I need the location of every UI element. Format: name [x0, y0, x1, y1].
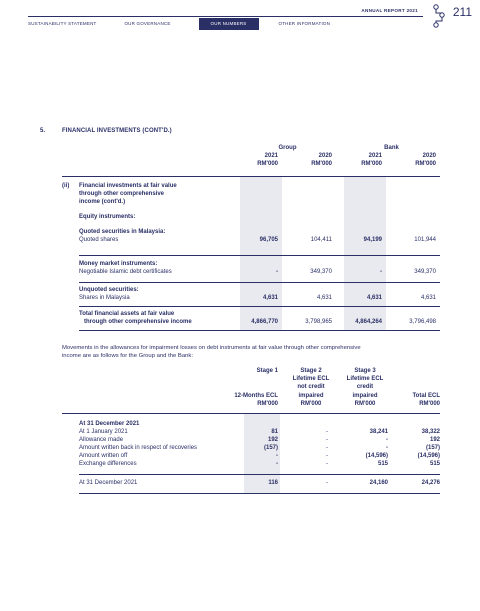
row1-total: 38,322 [421, 429, 440, 435]
money-market-heading: Money market instruments: [79, 261, 158, 267]
row2-stage3: - [386, 437, 388, 443]
item-title-line-1: Financial investments at fair value [79, 183, 177, 189]
circuit-logo-icon [432, 3, 446, 31]
stage3-header-4: impaired [352, 393, 378, 399]
row-label-4: Amount written off [79, 453, 128, 459]
movements-text-line-2: income are as follows for the Group and the Bank: [62, 353, 193, 359]
row1-stage3: 38,241 [369, 429, 388, 435]
money-market-label: Negotiable Islamic debt certificates [79, 269, 172, 275]
closing-stage2: - [326, 480, 328, 486]
closing-top-rule [79, 474, 440, 475]
table1-header-rule [62, 176, 440, 177]
mm-group-2021: - [276, 269, 278, 275]
unquoted-group-2020: 4,631 [316, 295, 332, 301]
equity-instruments-label: Equity instruments: [79, 214, 136, 220]
year-col-4: 2020 [422, 153, 436, 159]
closing-bottom-rule [79, 493, 440, 494]
nav-our-numbers[interactable]: OUR NUMBERS [199, 18, 259, 30]
report-title: ANNUAL REPORT 2021 [361, 8, 418, 13]
row-label-2: Allowance made [79, 437, 124, 443]
row3-stage3: - [386, 445, 388, 451]
row2-total: 192 [429, 437, 440, 443]
row2-stage2: - [326, 437, 328, 443]
unit-col-2: RM'000 [311, 161, 332, 167]
row1-stage1: 81 [271, 429, 278, 435]
total-bank-2021: 4,864,264 [355, 319, 382, 325]
stage3-header-5: RM'000 [354, 401, 376, 407]
total-label-line-2: through other comprehensive income [84, 319, 192, 325]
quoted-rule [79, 255, 440, 256]
quoted-shares-label: Quoted shares [79, 237, 119, 243]
stage2-header-3: not credit [297, 384, 325, 390]
stage2-header-2: Lifetime ECL [292, 376, 330, 382]
unquoted-bank-2020: 4,631 [420, 295, 436, 301]
nav-our-governance[interactable]: OUR GOVERNANCE [124, 21, 171, 26]
row5-stage3: 515 [377, 461, 388, 467]
quoted-group-2021: 96,705 [259, 237, 278, 243]
row4-stage2: - [326, 453, 328, 459]
year-col-1: 2021 [264, 153, 278, 159]
row4-total: (14,596) [417, 453, 440, 459]
total-group-2021: 4,866,770 [251, 319, 278, 325]
row5-stage2: - [326, 461, 328, 467]
quoted-heading: Quoted securities in Malaysia: [79, 229, 166, 235]
row3-total: (157) [425, 445, 440, 451]
mm-bank-2020: 349,370 [414, 269, 436, 275]
row-label-3: Amount written back in respect of recoveries [79, 445, 198, 451]
header-rule [28, 16, 423, 17]
stage3-header-3: credit [356, 384, 374, 390]
movements-text-line-1: Movements in the allowances for impairment losses on debt instruments at fair value through other comprehensive [62, 345, 361, 351]
section-title: FINANCIAL INVESTMENTS (CONT'D.) [62, 128, 172, 134]
stage2-header-4: impaired [298, 393, 324, 399]
quoted-bank-2020: 101,944 [414, 237, 436, 243]
stage3-header-1: Stage 3 [354, 368, 376, 374]
unit-col-4: RM'000 [415, 161, 436, 167]
stage2-header-1: Stage 2 [300, 368, 322, 374]
total-label-line-1: Total financial assets at fair value [79, 311, 175, 317]
group-header: Group [278, 145, 297, 151]
quoted-bank-2021: 94,199 [363, 237, 382, 243]
item-title-line-2: through other comprehensive [79, 191, 165, 197]
total-bank-2020: 3,796,498 [409, 319, 436, 325]
row-label-5: Exchange differences [79, 461, 137, 467]
unquoted-group-2021: 4,631 [262, 295, 278, 301]
stage1-header-2: 12-Months ECL [234, 393, 278, 399]
closing-label: At 31 December 2021 [79, 480, 138, 486]
mm-group-2020: 349,370 [310, 269, 332, 275]
unquoted-bank-2021: 4,631 [366, 295, 382, 301]
period-heading: At 31 December 2021 [79, 421, 140, 427]
row5-stage1: - [276, 461, 278, 467]
stage3-header-2: Lifetime ECL [346, 376, 384, 382]
stage2-header-5: RM'000 [300, 401, 322, 407]
row3-stage1: (157) [263, 445, 278, 451]
total-group-2020: 3,798,965 [305, 319, 332, 325]
unquoted-label: Shares in Malaysia [79, 295, 130, 301]
row4-stage3: (14,596) [365, 453, 388, 459]
closing-stage1: 116 [268, 480, 278, 486]
row3-stage2: - [326, 445, 328, 451]
row5-total: 515 [429, 461, 440, 467]
unquoted-rule [79, 306, 440, 307]
nav-sustainability-statement[interactable]: SUSTAINABILITY STATEMENT [28, 21, 97, 26]
row2-stage1: 192 [267, 437, 278, 443]
year-col-2: 2020 [318, 153, 332, 159]
unquoted-heading: Unquoted securities: [79, 287, 139, 293]
closing-total: 24,276 [421, 480, 440, 486]
section-nav [28, 18, 358, 30]
page-number: 211 [452, 5, 472, 19]
bank-header: Bank [384, 145, 399, 151]
row1-stage2: - [326, 429, 328, 435]
total-rule [79, 330, 440, 331]
closing-stage3: 24,160 [369, 480, 388, 486]
unit-col-3: RM'000 [361, 161, 382, 167]
shade-bank-2021 [344, 177, 386, 330]
total-ecl-header-2: RM'000 [419, 401, 440, 407]
section-number: 5. [40, 128, 46, 134]
year-col-3: 2021 [368, 153, 382, 159]
stage1-header-1: Stage 1 [256, 368, 278, 374]
row-label-1: At 1 January 2021 [79, 429, 128, 435]
item-number: (ii) [62, 183, 70, 189]
table2-header-rule [62, 413, 440, 414]
unit-col-1: RM'000 [257, 161, 278, 167]
mm-bank-2021: - [380, 269, 382, 275]
nav-other-information[interactable]: OTHER INFORMATION [278, 21, 331, 26]
money-market-rule [79, 282, 440, 283]
quoted-group-2020: 104,411 [310, 237, 332, 243]
row4-stage1: - [276, 453, 278, 459]
stage1-header-3: RM'000 [257, 401, 278, 407]
total-ecl-header-1: Total ECL [412, 393, 440, 399]
item-title-line-3: income (cont'd.) [79, 199, 126, 205]
shade-group-2021 [240, 177, 282, 330]
